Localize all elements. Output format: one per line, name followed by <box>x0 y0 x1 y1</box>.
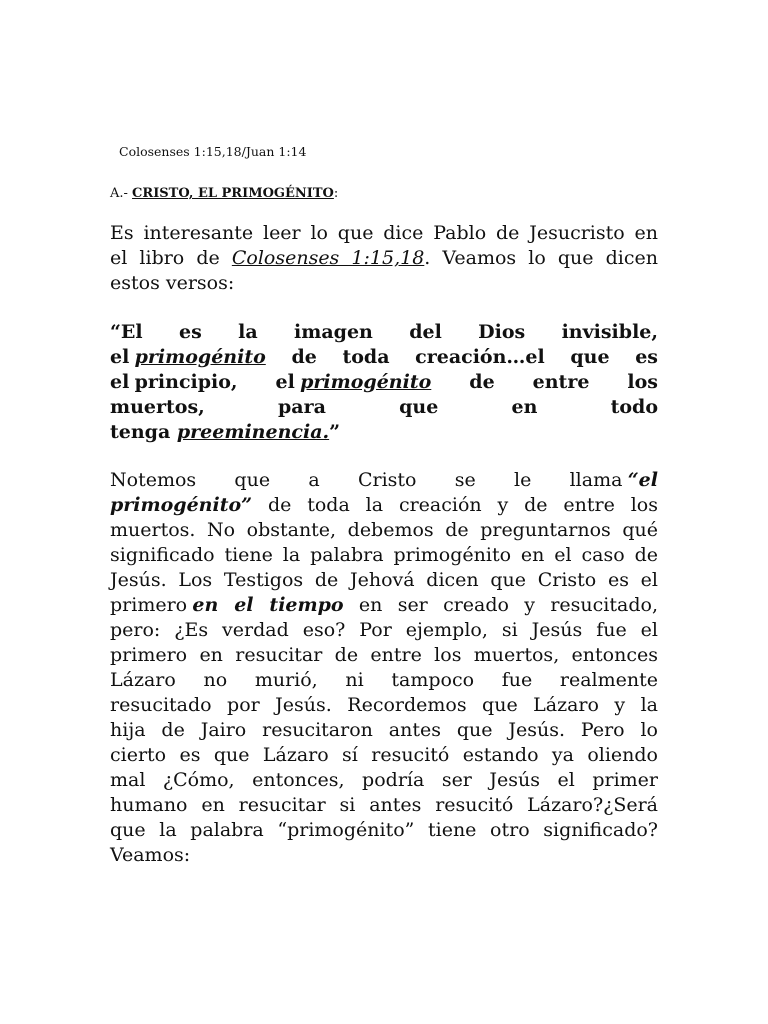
intro-line-3: estos versos: <box>110 272 235 294</box>
verse-line-3-a: el <box>110 371 130 393</box>
commentary-line-13: mal ¿Cómo, entonces, podría ser Jesús el primer <box>110 769 658 791</box>
commentary-line-12: cierto es que Lázaro sí resucitó estando ya oliendo <box>110 744 658 766</box>
verse-line-5-a: tenga <box>110 421 177 443</box>
commentary-line-1-a: Notemos que a Cristo se le llama <box>110 469 623 491</box>
verse-quote <box>110 320 658 445</box>
commentary-line-2-b: de toda la creación y de entre los <box>267 494 658 516</box>
commentary-line-10: resucitado por Jesús. Recordemos que Lázaro y la <box>110 694 658 716</box>
intro-paragraph <box>110 221 658 296</box>
verse-emphasis-primogenito-2: primogénito <box>300 371 432 393</box>
commentary-line-6-b: en ser creado y resucitado, <box>358 594 658 616</box>
verse-line-1: “El es la imagen del Dios invisible, <box>110 321 658 343</box>
verse-line-4: muertos, para que en todo <box>110 396 658 418</box>
verse-line-2 <box>110 345 658 370</box>
commentary-emphasis-el: “el <box>627 469 658 491</box>
commentary-emphasis-en-el-tiempo: en el tiempo <box>192 594 344 616</box>
heading-suffix: : <box>333 186 339 201</box>
commentary-line-1 <box>110 468 658 493</box>
intro-line-2 <box>110 246 658 271</box>
commentary-line-3: muertos. No obstante, debemos de preguntarnos qué <box>110 519 658 541</box>
section-heading <box>110 184 338 204</box>
colosenses-link[interactable]: Colosenses 1:15,18 <box>231 247 425 269</box>
verse-line-2-a: el <box>110 346 130 368</box>
scripture-reference: Colosenses 1:15,18/Juan 1:14 <box>119 144 307 159</box>
commentary-line-11: hija de Jairo resucitaron antes que Jesús. Pero lo <box>110 719 658 741</box>
commentary-line-5: Jesús. Los Testigos de Jehová dicen que Cristo es el <box>110 569 658 591</box>
commentary-emphasis-primogenito: primogénito” <box>110 494 253 516</box>
commentary-line-6-a: primero <box>110 594 188 616</box>
verse-line-3-c: de entre los <box>469 371 659 393</box>
commentary-line-6 <box>110 593 658 618</box>
commentary-line-14: humano en resucitar si antes resucitó Lázaro?¿Será <box>110 794 658 816</box>
heading-title: CRISTO, EL PRIMOGÉNITO <box>132 186 334 201</box>
verse-line-5 <box>110 420 658 445</box>
commentary-paragraph <box>110 468 658 868</box>
verse-emphasis-preeminencia: preeminencia. <box>176 421 330 443</box>
verse-line-2-b: de toda creación…el que es <box>291 346 658 368</box>
commentary-line-15: que la palabra “primogénito” tiene otro significado? <box>110 819 658 841</box>
heading-prefix: A.- <box>110 186 133 201</box>
commentary-line-7: pero: ¿Es verdad eso? Por ejemplo, si Jesús fue el <box>110 619 658 641</box>
commentary-line-8: primero en resucitar de entre los muertos, entonces <box>110 644 658 666</box>
commentary-line-16: Veamos: <box>110 844 191 866</box>
commentary-line-2 <box>110 493 658 518</box>
verse-line-3 <box>110 370 658 395</box>
intro-line-2-text-b: . Veamos lo que dicen <box>424 247 658 269</box>
intro-line-2-text-a: el libro de <box>110 247 232 269</box>
verse-line-3-b: principio, el <box>134 371 295 393</box>
commentary-line-4: significado tiene la palabra primogénito en el caso de <box>110 544 658 566</box>
intro-line-1: Es interesante leer lo que dice Pablo de Jesucristo en <box>110 222 658 244</box>
verse-line-5-b: ” <box>329 421 341 443</box>
verse-emphasis-primogenito-1: primogénito <box>134 346 266 368</box>
commentary-line-9: Lázaro no murió, ni tampoco fue realmente <box>110 669 658 691</box>
